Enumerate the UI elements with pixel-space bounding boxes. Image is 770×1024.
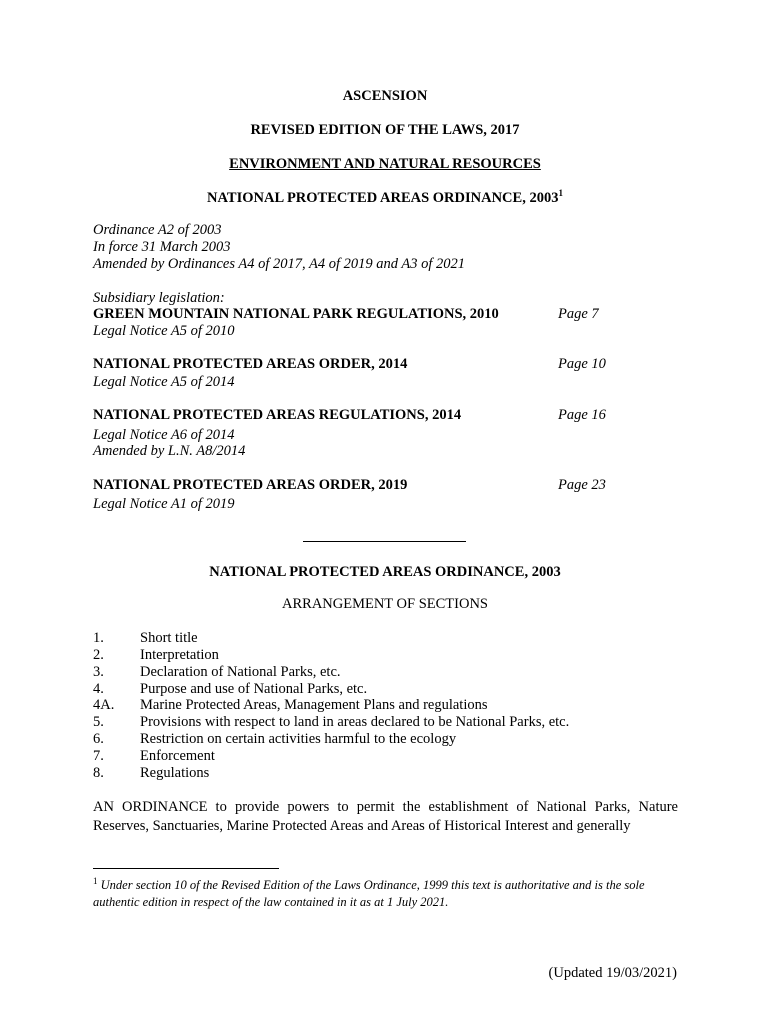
footnote-rule — [93, 868, 279, 869]
subsidiary-entry-note: Legal Notice A5 of 2014 — [93, 374, 235, 390]
section-title: Short title — [140, 630, 198, 646]
subsidiary-entry-note: Legal Notice A5 of 2010 — [93, 323, 235, 339]
section-number: 4A. — [93, 697, 115, 713]
section-number: 2. — [93, 647, 104, 663]
section-number: 8. — [93, 765, 104, 781]
section-title: Purpose and use of National Parks, etc. — [140, 681, 368, 697]
updated-date: (Updated 19/03/2021) — [548, 965, 677, 981]
subsidiary-entry-page: Page 23 — [558, 477, 606, 493]
section-number: 7. — [93, 748, 104, 764]
subsidiary-entry-title: NATIONAL PROTECTED AREAS ORDER, 2014 — [93, 356, 408, 372]
section-title: Restriction on certain activities harmful to the ecology — [140, 731, 457, 747]
subsidiary-entry-page: Page 16 — [558, 407, 606, 423]
subsidiary-entry-note: Legal Notice A6 of 2014 — [93, 427, 235, 443]
subsidiary-entry-note: Amended by L.N. A8/2014 — [93, 443, 246, 459]
subsidiary-entry-page: Page 10 — [558, 356, 606, 372]
footnote-text: Under section 10 of the Revised Edition of the Laws Ordinance, 1999 this text is authoritative and is the sole authentic edition in respect of the law contained in it as at 1 July 2021. — [93, 878, 645, 909]
footnote — [93, 877, 678, 911]
subsidiary-entry-title: GREEN MOUNTAIN NATIONAL PARK REGULATIONS, 2010 — [93, 306, 499, 322]
section-number: 1. — [93, 630, 104, 646]
subsidiary-entry-title: NATIONAL PROTECTED AREAS REGULATIONS, 2014 — [93, 407, 462, 423]
section-number: 3. — [93, 664, 104, 680]
section-number: 4. — [93, 681, 104, 697]
footnote-mark: 1 — [93, 875, 98, 886]
ordinance-title — [0, 190, 770, 207]
arrangement-title: NATIONAL PROTECTED AREAS ORDINANCE, 2003 — [209, 564, 561, 580]
section-title: Regulations — [140, 765, 210, 781]
footnote-ref: 1 — [558, 188, 563, 199]
subsidiary-entry-title: NATIONAL PROTECTED AREAS ORDER, 2019 — [93, 477, 408, 493]
section-title: Provisions with respect to land in areas declared to be National Parks, etc. — [140, 714, 570, 730]
subsidiary-label: Subsidiary legislation: — [93, 290, 225, 306]
ordinance-preamble: AN ORDINANCE to provide powers to permit the establishment of National Parks, Nature Reserves, Sanctuaries, Marine Protected Areas and Areas of Historical Interest and generally — [93, 799, 678, 834]
in-force-date: In force 31 March 2003 — [93, 239, 231, 255]
section-title: Enforcement — [140, 748, 215, 764]
subsidiary-entry-note: Legal Notice A1 of 2019 — [93, 496, 235, 512]
section-divider — [303, 541, 466, 542]
arrangement-subtitle: ARRANGEMENT OF SECTIONS — [282, 596, 488, 612]
ordinance-title-text: NATIONAL PROTECTED AREAS ORDINANCE, 2003 — [207, 190, 559, 206]
edition-heading: REVISED EDITION OF THE LAWS, 2017 — [250, 122, 520, 138]
subsidiary-entry-page: Page 7 — [558, 306, 599, 322]
amendments: Amended by Ordinances A4 of 2017, A4 of 2019 and A3 of 2021 — [93, 256, 466, 272]
section-number: 5. — [93, 714, 104, 730]
ordinance-number: Ordinance A2 of 2003 — [93, 222, 222, 238]
category-heading: ENVIRONMENT AND NATURAL RESOURCES — [229, 156, 541, 172]
country-heading: ASCENSION — [342, 88, 428, 104]
section-title: Marine Protected Areas, Management Plans and regulations — [140, 697, 488, 713]
section-title: Interpretation — [140, 647, 219, 663]
section-number: 6. — [93, 731, 104, 747]
section-title: Declaration of National Parks, etc. — [140, 664, 341, 680]
